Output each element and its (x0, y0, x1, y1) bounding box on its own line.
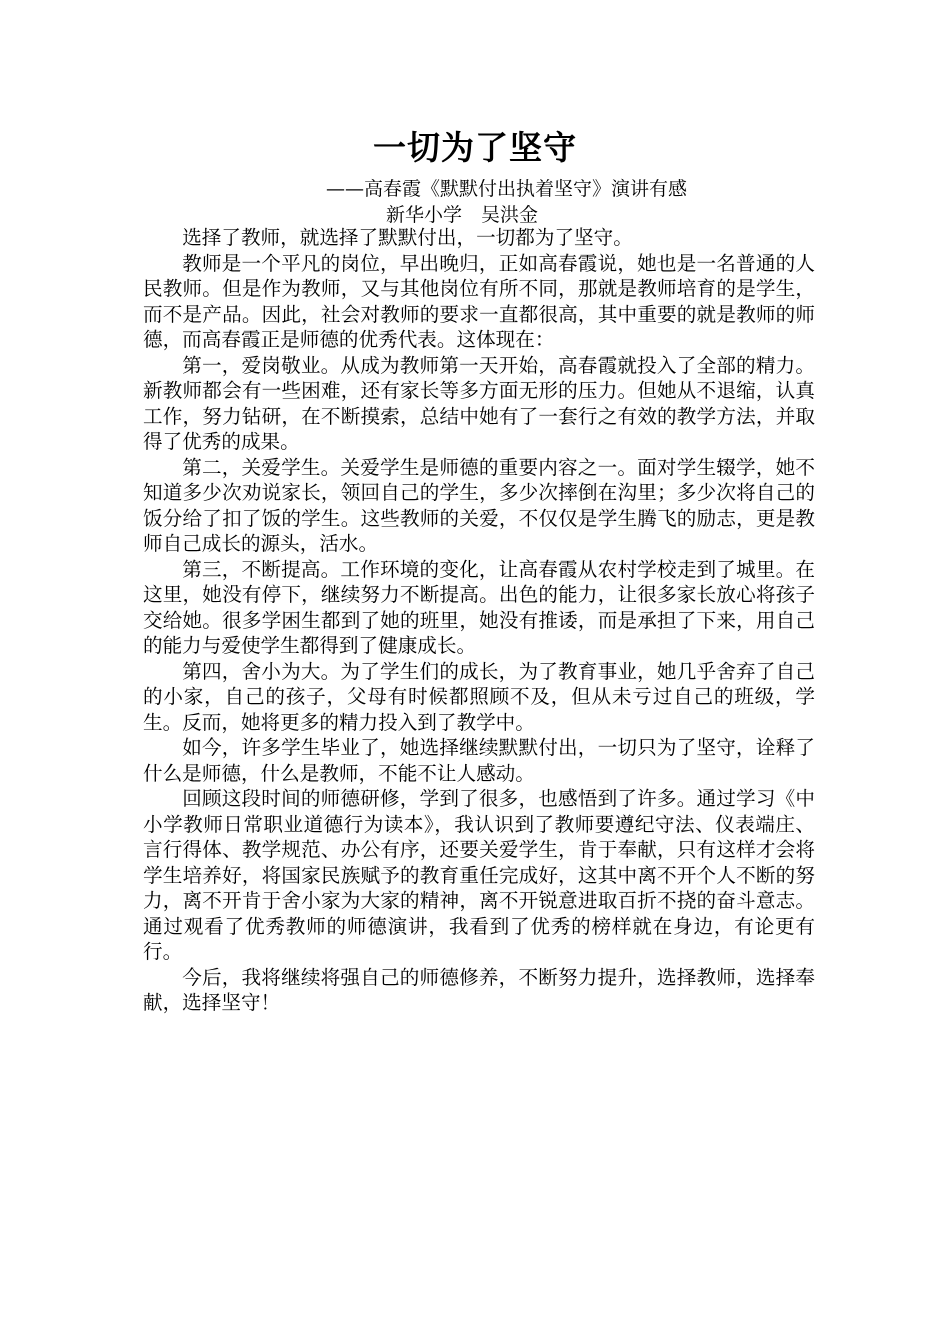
paragraph-9: 今后，我将继续将强自己的师德修养，不断努力提升，选择教师，选择奉献，选择坚守！ (143, 965, 815, 1014)
paragraph-6: 第四，舍小为大。为了学生们的成长，为了教育事业，她几乎舍弃了自己的小家，自己的孩子，父母有时候都照顾不及，但从未亏过自己的班级，学生。反而，她将更多的精力投入到了教学中。 (143, 659, 815, 734)
paragraph-8: 回顾这段时间的师德研修，学到了很多，也感悟到了许多。通过学习《中小学教师日常职业道德行为读本》，我认识到了教师要遵纪守法、仪表端庄、言行得体、教学规范、办公有序，还要关爱学生，肯于奉献，只有这样才会将学生培养好，将国家民族赋予的教育重任完成好，这其中离不开个人不断的努力，离不开肯于舍小家为大家的精神，离不开锐意进取百折不挠的奋斗意志。通过观看了优秀教师的师德演讲，我看到了优秀的榜样就在身边，有论更有行。 (143, 787, 815, 963)
paragraph-7: 如今，许多学生毕业了，她选择继续默默付出，一切只为了坚守，诠释了什么是师德，什么是教师，不能不让人感动。 (143, 736, 815, 785)
page-title: 一切为了坚守 (373, 128, 577, 167)
paragraph-2: 教师是一个平凡的岗位，早出晚归，正如高春霞说，她也是一名普通的人民教师。但是作为教师，又与其他岗位有所不同，那就是教师培育的是学生，而不是产品。因此，社会对教师的要求一直都很高，其中重要的就是教师的师德，而高春霞正是师德的优秀代表。这体现在： (143, 251, 815, 351)
paragraph-3: 第一，爱岗敬业。从成为教师第一天开始，高春霞就投入了全部的精力。新教师都会有一些困难，还有家长等多方面无形的压力。但她从不退缩，认真工作，努力钻研，在不断摸索，总结中她有了一套行之有效的教学方法，并取得了优秀的成果。 (143, 353, 815, 453)
paragraph-4: 第二，关爱学生。关爱学生是师德的重要内容之一。面对学生辍学，她不知道多少次劝说家长，领回自己的学生，多少次摔倒在沟里；多少次将自己的饭分给了扣了饭的学生。这些教师的关爱，不仅仅是学生腾飞的励志，更是教师自己成长的源头，活水。 (143, 455, 815, 555)
author-line: 新华小学 吴洪金 (386, 204, 539, 226)
page-subtitle: ——高春霞《默默付出执着坚守》演讲有感 (326, 178, 688, 200)
paragraph-1: 选择了教师，就选择了默默付出，一切都为了坚守。 (182, 226, 633, 249)
paragraph-5: 第三，不断提高。工作环境的变化，让高春霞从农村学校走到了城里。在这里，她没有停下，继续努力不断提高。出色的能力，让很多家长放心将孩子交给她。很多学困生都到了她的班里，她没有推诿，而是承担了下来，用自己的能力与爱使学生都得到了健康成长。 (143, 557, 815, 657)
body-text (143, 225, 815, 1016)
